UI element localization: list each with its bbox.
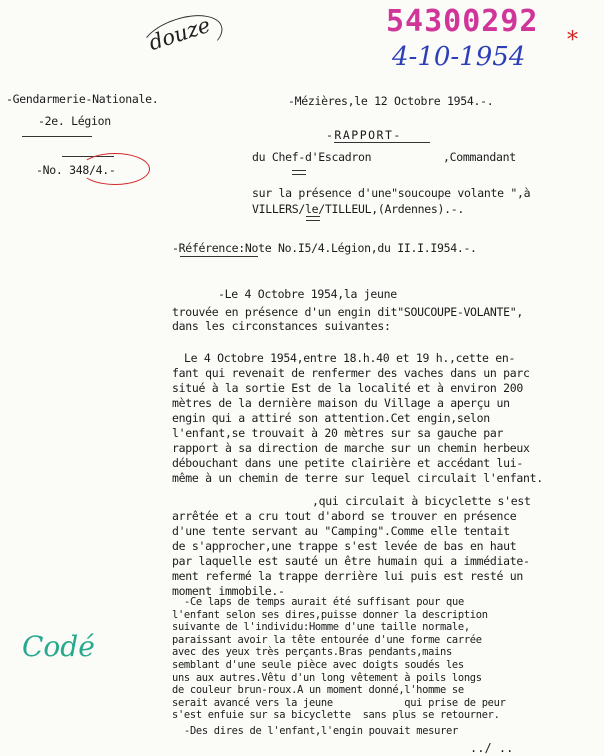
p2-line-5: engin qui a attiré son attention.Cet engin,selon: [172, 411, 490, 425]
p2-line-8: débouchant dans une petite clairière et accédant lui-: [172, 456, 524, 470]
short-dash-4: [306, 220, 320, 221]
from-line-right: ,Commandant: [443, 150, 516, 164]
p1-line-2: dans les circonstances suivantes:: [172, 319, 391, 333]
p2-line-3: situé à la sortie Est de la localité et à environ 200: [172, 381, 524, 395]
p4-line-1: -Ce laps de temps aurait été suffisant pour que: [184, 596, 464, 608]
p4-line-8: de couleur brun-roux.A un moment donné,l'homme se: [172, 684, 464, 697]
handwritten-date: 4-10-1954: [392, 42, 526, 72]
title-underline: [334, 142, 430, 143]
report-title: -RAPPORT-: [326, 128, 402, 142]
p2-line-4: mètres de la dernière maison du Village a aperçu un: [172, 396, 510, 410]
short-dash-2: [292, 174, 306, 175]
p3-line-7: moment immobile.-: [172, 584, 285, 598]
reference-note: -Référence:Note No.I5/4.Légion,du II.I.I954.-.: [172, 241, 477, 255]
p4-line-3: suivante de l'individu:Homme d'une taille normale,: [172, 621, 470, 634]
p4-line-7: uns aux autres.Vêtu d'un long vêtement à poils longs: [172, 671, 482, 684]
intro-line: -Le 4 Octobre 1954,la jeune: [218, 287, 397, 301]
p2-line-1: Le 4 Octobre 1954,entre 18.h.40 et 19 h.,cette en-: [184, 351, 516, 365]
p4-line-4: paraissant avoir la tête entourée d'une forme carrée: [172, 633, 482, 646]
p3-line-4: de s'approcher,une trappe s'est levée de bas en haut: [172, 539, 517, 553]
from-line-left: du Chef-d'Escadron: [252, 150, 372, 164]
p2-line-9: même à un chemin de terre sur lequel circulait l'enfant.: [172, 471, 543, 485]
p5-line: -Des dires de l'enfant,l'engin pouvait mesurer: [184, 725, 458, 738]
p2-line-2: fant qui revenait de renfermer des vaches dans un parc: [172, 366, 530, 380]
org-line-2: -2e. Légion: [38, 114, 111, 128]
short-dash-1: [292, 170, 306, 171]
subject-line-1: sur la présence d'une"soucoupe volante ",à: [252, 186, 531, 200]
red-star-mark: *: [567, 28, 578, 53]
p3-line-6: ment refermé la trappe derrière lui puis est resté un: [172, 569, 524, 583]
short-dash-3: [306, 216, 320, 217]
p2-line-6: l'enfant,se trouvait à 20 mètres sur sa gauche par: [172, 426, 504, 440]
p4-line-9: serait avancé vers la jeune qui prise de peur: [172, 696, 506, 709]
reference-red-circle: [80, 153, 150, 185]
reference-number: -No. 348/4.-: [36, 163, 116, 177]
p1-line-1: trouvée en présence d'un engin dit"SOUCOUPE-VOLANTE",: [172, 305, 524, 319]
p3-line-5: par laquelle est sauté un être humain qui a immédiate-: [172, 554, 530, 568]
place-and-date: -Mézières,le 12 Octobre 1954.-.: [288, 94, 494, 108]
p4-line-10: s'est enfuie sur sa bicyclette sans plus se retourner.: [172, 709, 500, 722]
page-continuation-marks: ../ ..: [470, 741, 514, 755]
archive-stamp-number: 54300292: [386, 4, 539, 39]
p4-line-6: semblant d'une seule pièce avec doigts soudés les: [172, 659, 464, 671]
org-line-1: -Gendarmerie-Nationale.: [6, 92, 159, 106]
p4-line-2: l'enfant selon ses dires,puisse donner la description: [172, 608, 488, 621]
p4-line-5: avec des yeux très perçants.Bras pendants,mains: [172, 646, 452, 659]
subject-line-2: VILLERS/le/TILLEUL,(Ardennes).-.: [252, 202, 464, 216]
handwritten-douze: douze: [145, 12, 214, 56]
p3-line-2: arrêtée et a cru tout d'abord se trouver en présence: [172, 509, 517, 523]
reference-underline: [180, 256, 258, 257]
p3-line-3: d'une tente servant au "Camping".Comme elle tentait: [172, 524, 510, 538]
p3-line-1: ,qui circulait à bicyclette s'est: [312, 494, 531, 508]
handwritten-code-mark: Codé: [22, 630, 95, 663]
org-underline: [22, 136, 92, 137]
p2-line-7: rapport à sa direction de marche sur un chemin herbeux: [172, 441, 530, 455]
